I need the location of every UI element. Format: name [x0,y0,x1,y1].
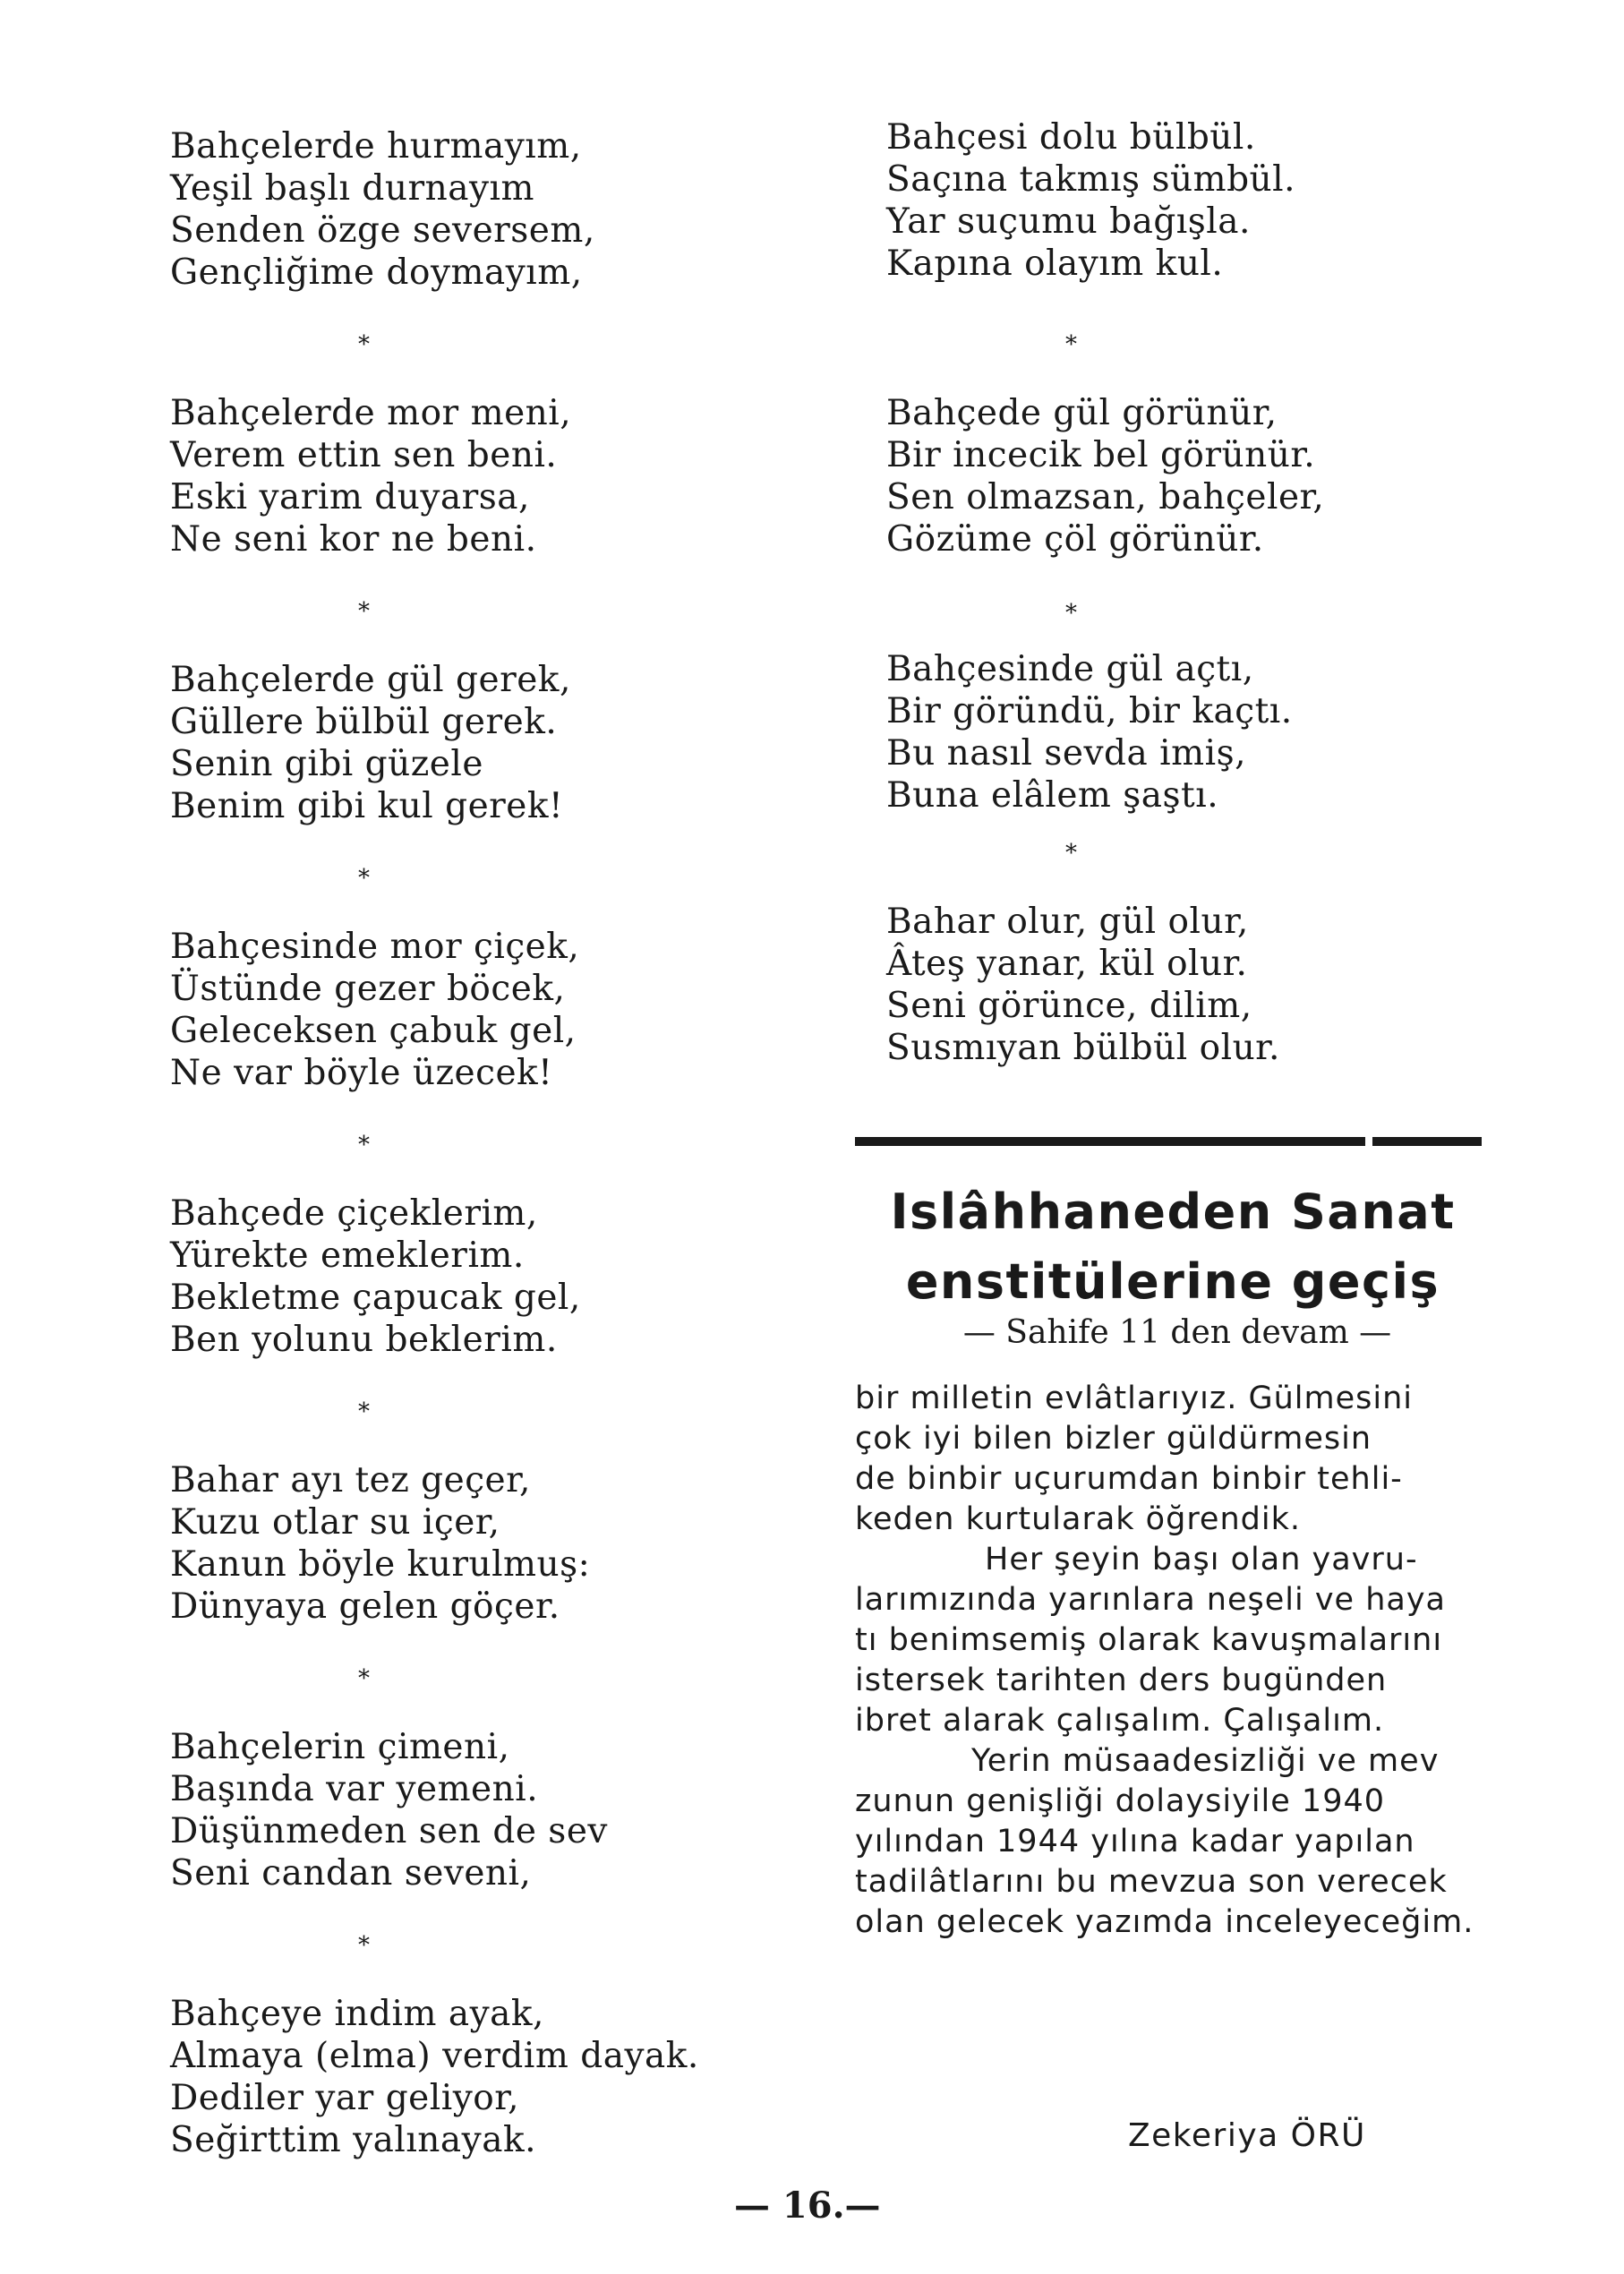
poem-line: Seni candan seveni, [170,1853,532,1894]
poem-line: Âteş yanar, kül olur. [886,944,1248,984]
poem-line: Kapına olayım kul. [886,244,1224,284]
left-poem-column [170,125,797,2161]
divider-gap [1365,1137,1372,1146]
article-line: zunun genişliği dolaysiyile 1940 [855,1783,1385,1819]
poem-line: Saçına takmış sümbül. [886,159,1296,200]
poem-line: Düşünmeden sen de sev [170,1811,608,1851]
article-line: ibret alarak çalışalım. Çalışalım. [855,1703,1385,1739]
article-line: çok iyi bilen bizler güldürmesin [855,1421,1372,1457]
poem-stanza [170,659,797,827]
poem-line: Bahar olur, gül olur, [886,902,1249,942]
poem-line: Gençliğime doymayım, [170,252,583,293]
poem-line: Buna elâlem şaştı. [886,775,1219,816]
poem-stanza [170,926,797,1094]
poem-stanza [886,648,1495,816]
poem-line: Bahçelerin çimeni, [170,1727,510,1767]
article-line: olan gelecek yazımda inceleyeceğim. [855,1904,1474,1940]
poem-line: Bu nasıl sevda imiş, [886,733,1246,774]
poem-stanza [886,116,1495,285]
article-line: keden kurtularak öğrendik. [855,1501,1301,1537]
poem-line: Bahçede gül görünür, [886,393,1278,433]
poem-line: Gözüme çöl görünür. [886,519,1264,560]
poem-line: Ne seni kor ne beni. [170,519,537,560]
stanza-separator: * [358,865,370,892]
poem-line: Sen olmazsan, bahçeler, [886,477,1325,517]
article-line: istersek tarihten ders bugünden [855,1663,1388,1698]
poem-line: Almaya (elma) verdim dayak. [170,2036,699,2076]
article-divider-rule [855,1137,1482,1146]
poem-line: Bahçelerde gül gerek, [170,660,571,700]
poem-line: Senin gibi güzele [170,744,483,784]
stanza-separator: * [358,598,370,625]
article-line: yılından 1944 yılına kadar yapılan [855,1824,1415,1859]
stanza-separator: * [358,1665,370,1692]
poem-line: Geleceksen çabuk gel, [170,1011,577,1051]
poem-line: Bir göründü, bir kaçtı. [886,691,1293,731]
stanza-separator: * [358,331,370,358]
poem-stanza [886,392,1495,560]
article-line: tadilâtlarını bu mevzua son verecek [855,1864,1448,1900]
article-line: de binbir uçurumdan binbir tehli- [855,1461,1403,1497]
stanza-separator: * [1065,600,1077,627]
poem-line: Güllere bülbül gerek. [170,702,558,742]
poem-line: Bahçelerde mor meni, [170,393,572,433]
poem-line: Susmıyan bülbül olur. [886,1028,1280,1068]
poem-line: Dünyaya gelen göçer. [170,1586,560,1627]
poem-line: Bahçesinde gül açtı, [886,649,1254,689]
article-body [855,1379,1482,1943]
poem-line: Üstünde gezer böcek, [170,969,566,1009]
poem-line: Bekletme çapucak gel, [170,1278,581,1318]
poem-line: Eski yarim duyarsa, [170,477,530,517]
poem-line: Bahçesi dolu bülbül. [886,117,1256,158]
poem-line: Bahçelerde hurmayım, [170,126,582,167]
poem-stanza [170,392,797,560]
author-signature: Zekeriya ÖRÜ [1128,2117,1366,2154]
article-line: tı benimsemiş olarak kavuşmalarını [855,1622,1443,1658]
poem-stanza [886,901,1495,1069]
article-headline-line2: enstitülerine geçiş [905,1253,1440,1310]
poem-line: Senden özge seversem, [170,210,595,251]
poem-line: Yürekte emeklerim. [170,1235,525,1276]
stanza-separator: * [1065,331,1077,358]
article-line: Her şeyin başı olan yavru- [985,1542,1418,1577]
stanza-separator: * [358,1132,370,1158]
poem-line: Başında var yemeni. [170,1769,539,1809]
poem-line: Bahçede çiçeklerim, [170,1193,538,1234]
page-number: — 16.— [734,2184,881,2227]
poem-stanza [170,1993,797,2161]
poem-line: Ne var böyle üzecek! [170,1053,553,1093]
right-poem-column [886,116,1495,1069]
poem-stanza [170,1193,797,1361]
poem-line: Yeşil başlı durnayım [170,168,534,209]
poem-stanza [170,1726,797,1894]
poem-line: Bahçeye indim ayak, [170,1994,544,2034]
poem-line: Dediler yar geliyor, [170,2078,519,2118]
poem-stanza [170,125,797,294]
article-line: bir milletin evlâtlarıyız. Gülmesini [855,1381,1414,1416]
poem-line: Bahar ayı tez geçer, [170,1460,531,1500]
stanza-separator: * [358,1932,370,1959]
poem-line: Seğirttim yalınayak. [170,2120,536,2160]
poem-line: Benim gibi kul gerek! [170,786,564,826]
poem-line: Kanun böyle kurulmuş: [170,1544,591,1585]
stanza-separator: * [358,1398,370,1425]
poem-line: Kuzu otlar su içer, [170,1502,500,1543]
poem-line: Yar suçumu bağışla. [886,201,1251,242]
stanza-separator: * [1065,840,1077,867]
poem-line: Ben yolunu beklerim. [170,1320,558,1360]
article-headline: Islâhhaneden Sanat [890,1184,1456,1240]
poem-stanza [170,1459,797,1628]
poem-line: Seni görünce, dilim, [886,986,1252,1026]
article-line: larımızında yarınlara neşeli ve haya [855,1582,1446,1618]
poem-line: Verem ettin sen beni. [170,435,558,475]
continued-from-note: — Sahife 11 den devam — [962,1314,1392,1351]
article-line: Yerin müsaadesizliği ve mev [971,1743,1440,1779]
poem-line: Bir incecik bel görünür. [886,435,1316,475]
poem-line: Bahçesinde mor çiçek, [170,927,580,967]
